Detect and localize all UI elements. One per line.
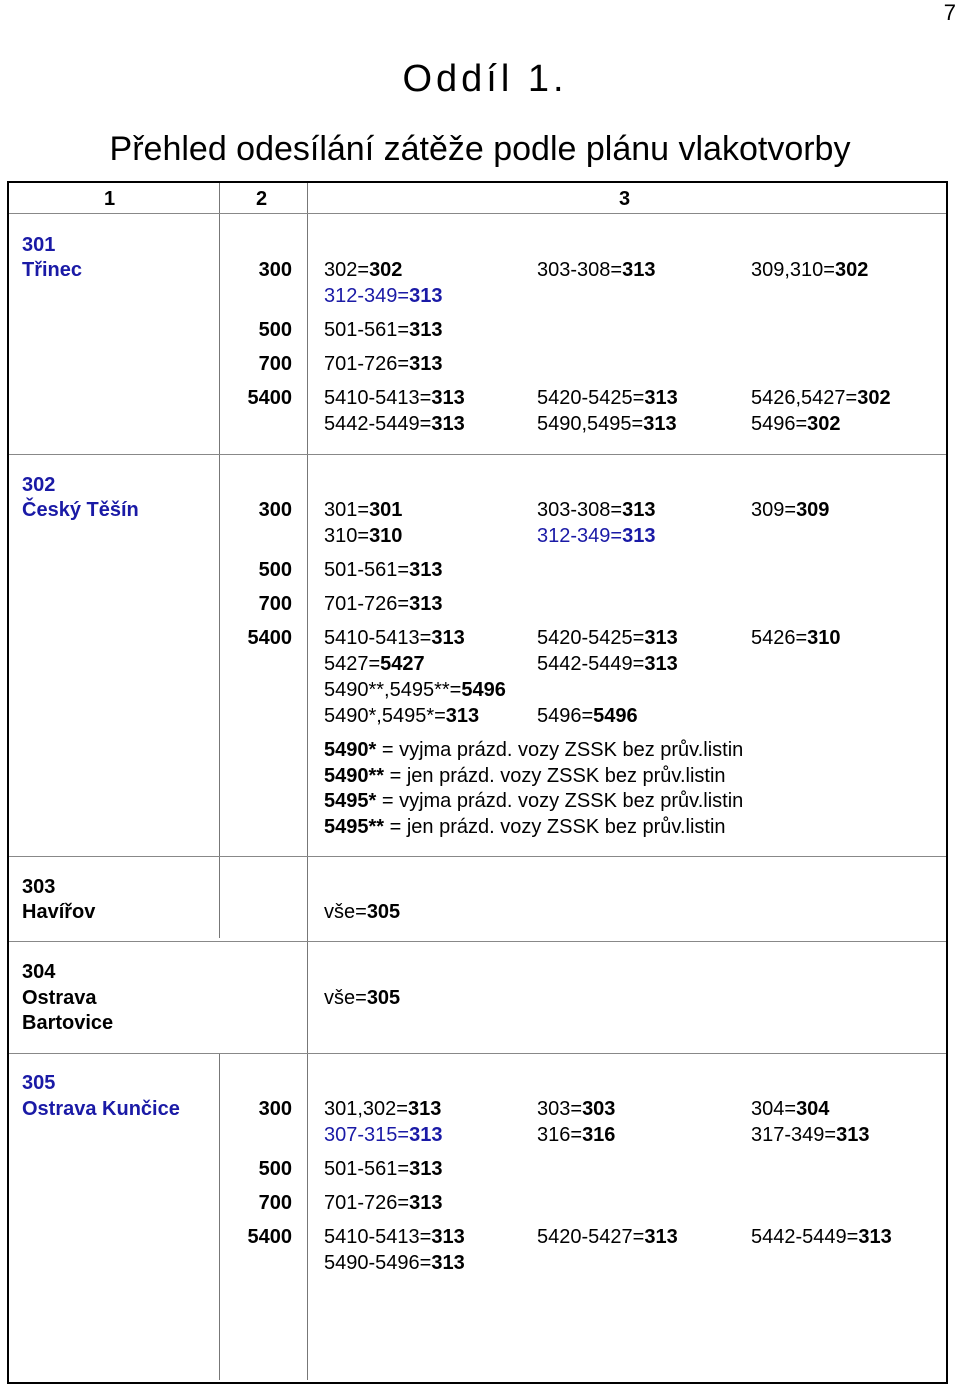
- assignment: 5490**,5495**=5496: [324, 679, 506, 701]
- station-name: Havířov: [22, 901, 96, 923]
- footnote: 5490* = vyjma prázd. vozy ZSSK bez prův.listin: [324, 739, 744, 761]
- assignment: 501-561=313: [324, 319, 443, 341]
- assignment: 5410-5413=313: [324, 387, 465, 409]
- group-number: 300: [258, 1098, 292, 1120]
- group-number: 500: [258, 319, 292, 341]
- assignment: 301,302=313: [324, 1098, 442, 1120]
- group-number: 300: [258, 499, 292, 521]
- column-divider: [307, 183, 308, 1380]
- assignment: 5410-5413=313: [324, 627, 465, 649]
- column-header-3: 3: [619, 188, 631, 210]
- assignment: 307-315=313: [324, 1124, 443, 1146]
- group-number: 5400: [247, 627, 292, 649]
- station-code: 305: [22, 1072, 56, 1094]
- assignment: 501-561=313: [324, 559, 443, 581]
- station-name: Třinec: [22, 259, 83, 281]
- group-number: 5400: [247, 387, 292, 409]
- station-code: 304: [22, 961, 56, 983]
- station-name: Český Těšín: [22, 499, 139, 521]
- row-divider: [9, 1053, 946, 1054]
- assignment: 5490*,5495*=313: [324, 705, 480, 727]
- assignment: 5410-5413=313: [324, 1226, 465, 1248]
- station-code: 301: [22, 234, 56, 256]
- station-code: 302: [22, 474, 56, 496]
- station-code: 303: [22, 876, 56, 898]
- page-heading: Přehled odesílání zátěže podle plánu vlakotvorby: [109, 130, 851, 168]
- assignment: 5426=310: [751, 627, 841, 649]
- assignment: 304=304: [751, 1098, 830, 1120]
- section-title: Oddíl 1.: [402, 58, 568, 100]
- assignment: 302=302: [324, 259, 403, 281]
- assignment: 701-726=313: [324, 353, 443, 375]
- assignment: 701-726=313: [324, 1192, 443, 1214]
- assignment: 501-561=313: [324, 1158, 443, 1180]
- station-name: Ostrava: [22, 987, 97, 1009]
- assignment: 5442-5449=313: [751, 1226, 892, 1248]
- footnote: 5490** = jen prázd. vozy ZSSK bez prův.listin: [324, 765, 726, 787]
- assignment: 5496=302: [751, 413, 841, 435]
- assignment: 5442-5449=313: [324, 413, 465, 435]
- group-number: 700: [258, 1192, 292, 1214]
- assignment: 5420-5425=313: [537, 387, 678, 409]
- assignment: 303-308=313: [537, 259, 656, 281]
- assignment: 5442-5449=313: [537, 653, 678, 675]
- assignment: 316=316: [537, 1124, 616, 1146]
- group-number: 500: [258, 559, 292, 581]
- assignment: 309,310=302: [751, 259, 869, 281]
- footnote: 5495** = jen prázd. vozy ZSSK bez prův.listin: [324, 816, 726, 838]
- assignment: 701-726=313: [324, 593, 443, 615]
- row-divider: [9, 856, 946, 857]
- assignment: 312-349=313: [324, 285, 443, 307]
- row-divider: [9, 213, 946, 214]
- assignment: 317-349=313: [751, 1124, 870, 1146]
- assignment: 5490-5496=313: [324, 1252, 465, 1274]
- assignment: 309=309: [751, 499, 830, 521]
- column-header-2: 2: [256, 188, 268, 210]
- assignment: 301=301: [324, 499, 403, 521]
- footnote: 5495* = vyjma prázd. vozy ZSSK bez prův.listin: [324, 790, 744, 812]
- group-number: 5400: [247, 1226, 292, 1248]
- assignment: 5496=5496: [537, 705, 638, 727]
- assignment: 5427=5427: [324, 653, 425, 675]
- assignment: 5490,5495=313: [537, 413, 677, 435]
- assignment: 312-349=313: [537, 525, 656, 547]
- group-number: 300: [258, 259, 292, 281]
- row-divider: [9, 941, 946, 942]
- station-name: Bartovice: [22, 1012, 114, 1034]
- column-header-1: 1: [104, 188, 116, 210]
- station-name: Ostrava Kunčice: [22, 1098, 180, 1120]
- assignment: 310=310: [324, 525, 403, 547]
- row-divider: [9, 454, 946, 455]
- assignment: 303-308=313: [537, 499, 656, 521]
- assignment: 5420-5425=313: [537, 627, 678, 649]
- group-number: 500: [258, 1158, 292, 1180]
- page-number: 7: [943, 0, 956, 25]
- group-number: 700: [258, 353, 292, 375]
- assignment: 303=303: [537, 1098, 616, 1120]
- group-number: 700: [258, 593, 292, 615]
- assignment: 5426,5427=302: [751, 387, 891, 409]
- assignment: vše=305: [324, 901, 401, 923]
- assignment: vše=305: [324, 987, 401, 1009]
- assignment: 5420-5427=313: [537, 1226, 678, 1248]
